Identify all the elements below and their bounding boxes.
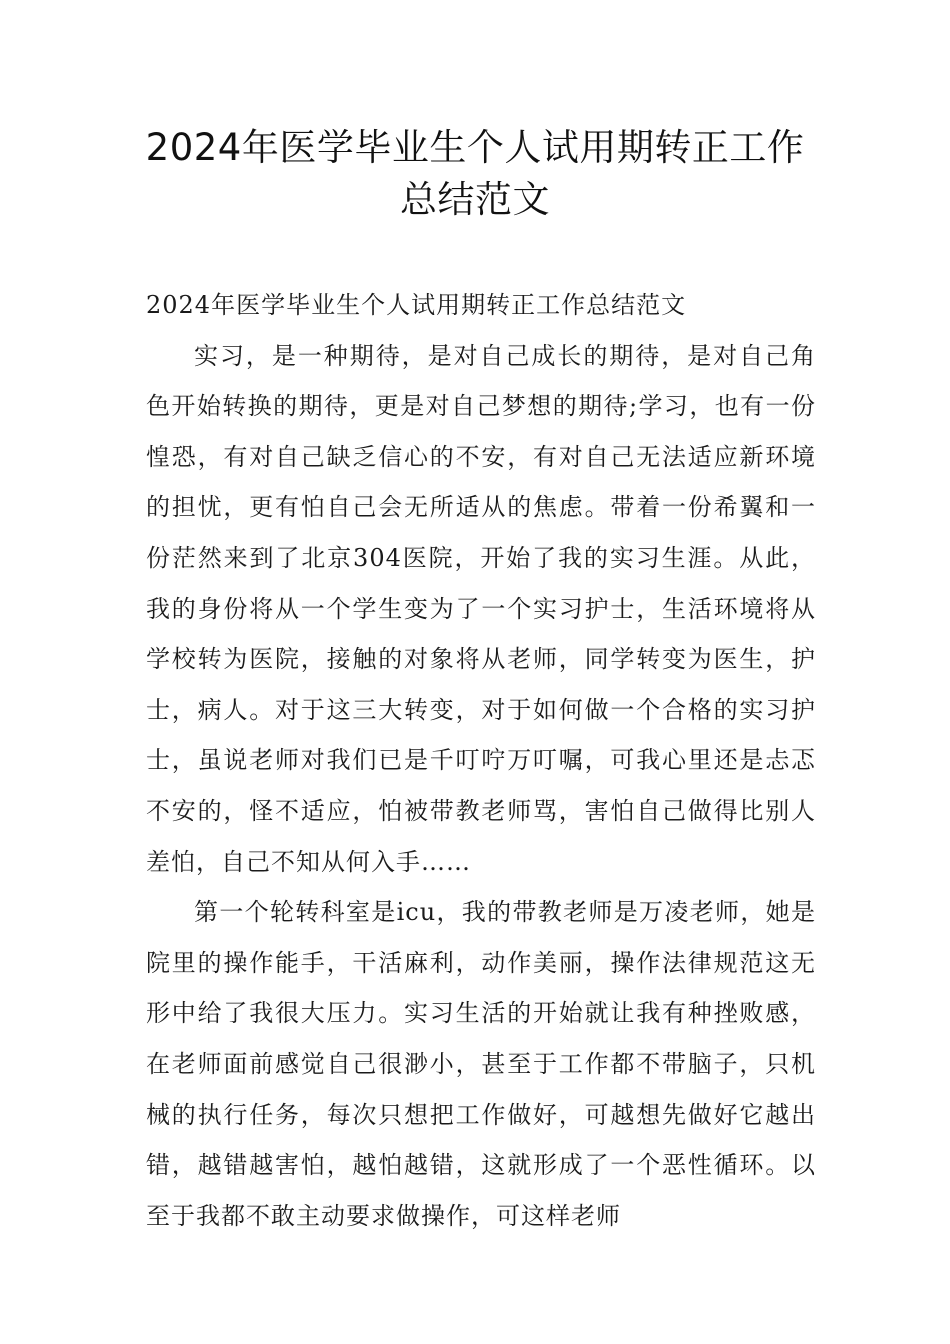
document-subtitle: 2024年医学毕业生个人试用期转正工作总结范文 [146,291,687,319]
document-body [146,280,816,1241]
document-title [120,122,830,226]
title-line-2: 总结范文 [400,178,550,221]
paragraph-2: 第一个轮转科室是icu，我的带教老师是万凌老师，她是院里的操作能手，干活麻利，动作美丽，操作法律规范这无形中给了我很大压力。实习生活的开始就让我有种挫败感，在老师面前感觉自己很渺小，甚至于工作都不带脑子，只机械的执行任务，每次只想把工作做好，可越想先做好它越出错，越错越害怕，越怕越错，这就形成了一个恶性循环。以至于我都不敢主动要求做操作，可这样老师 [146,898,816,1230]
paragraph-1: 实习，是一种期待，是对自己成长的期待，是对自己角色开始转换的期待，更是对自己梦想的期待;学习，也有一份惶恐，有对自己缺乏信心的不安，有对自己无法适应新环境的担忧，更有怕自己会无所适从的焦虑。带着一份希翼和一份茫然来到了北京304医院，开始了我的实习生涯。从此，我的身份将从一个学生变为了一个实习护士，生活环境将从学校转为医院，接触的对象将从老师，同学转变为医生，护士，病人。对于这三大转变，对于如何做一个合格的实习护士，虽说老师对我们已是千叮咛万叮嘱，可我心里还是忐忑不安的，怪不适应，怕被带教老师骂，害怕自己做得比别人差怕，自己不知从何入手…… [146,341,816,876]
title-line-1: 2024年医学毕业生个人试用期转正工作 [145,126,805,169]
